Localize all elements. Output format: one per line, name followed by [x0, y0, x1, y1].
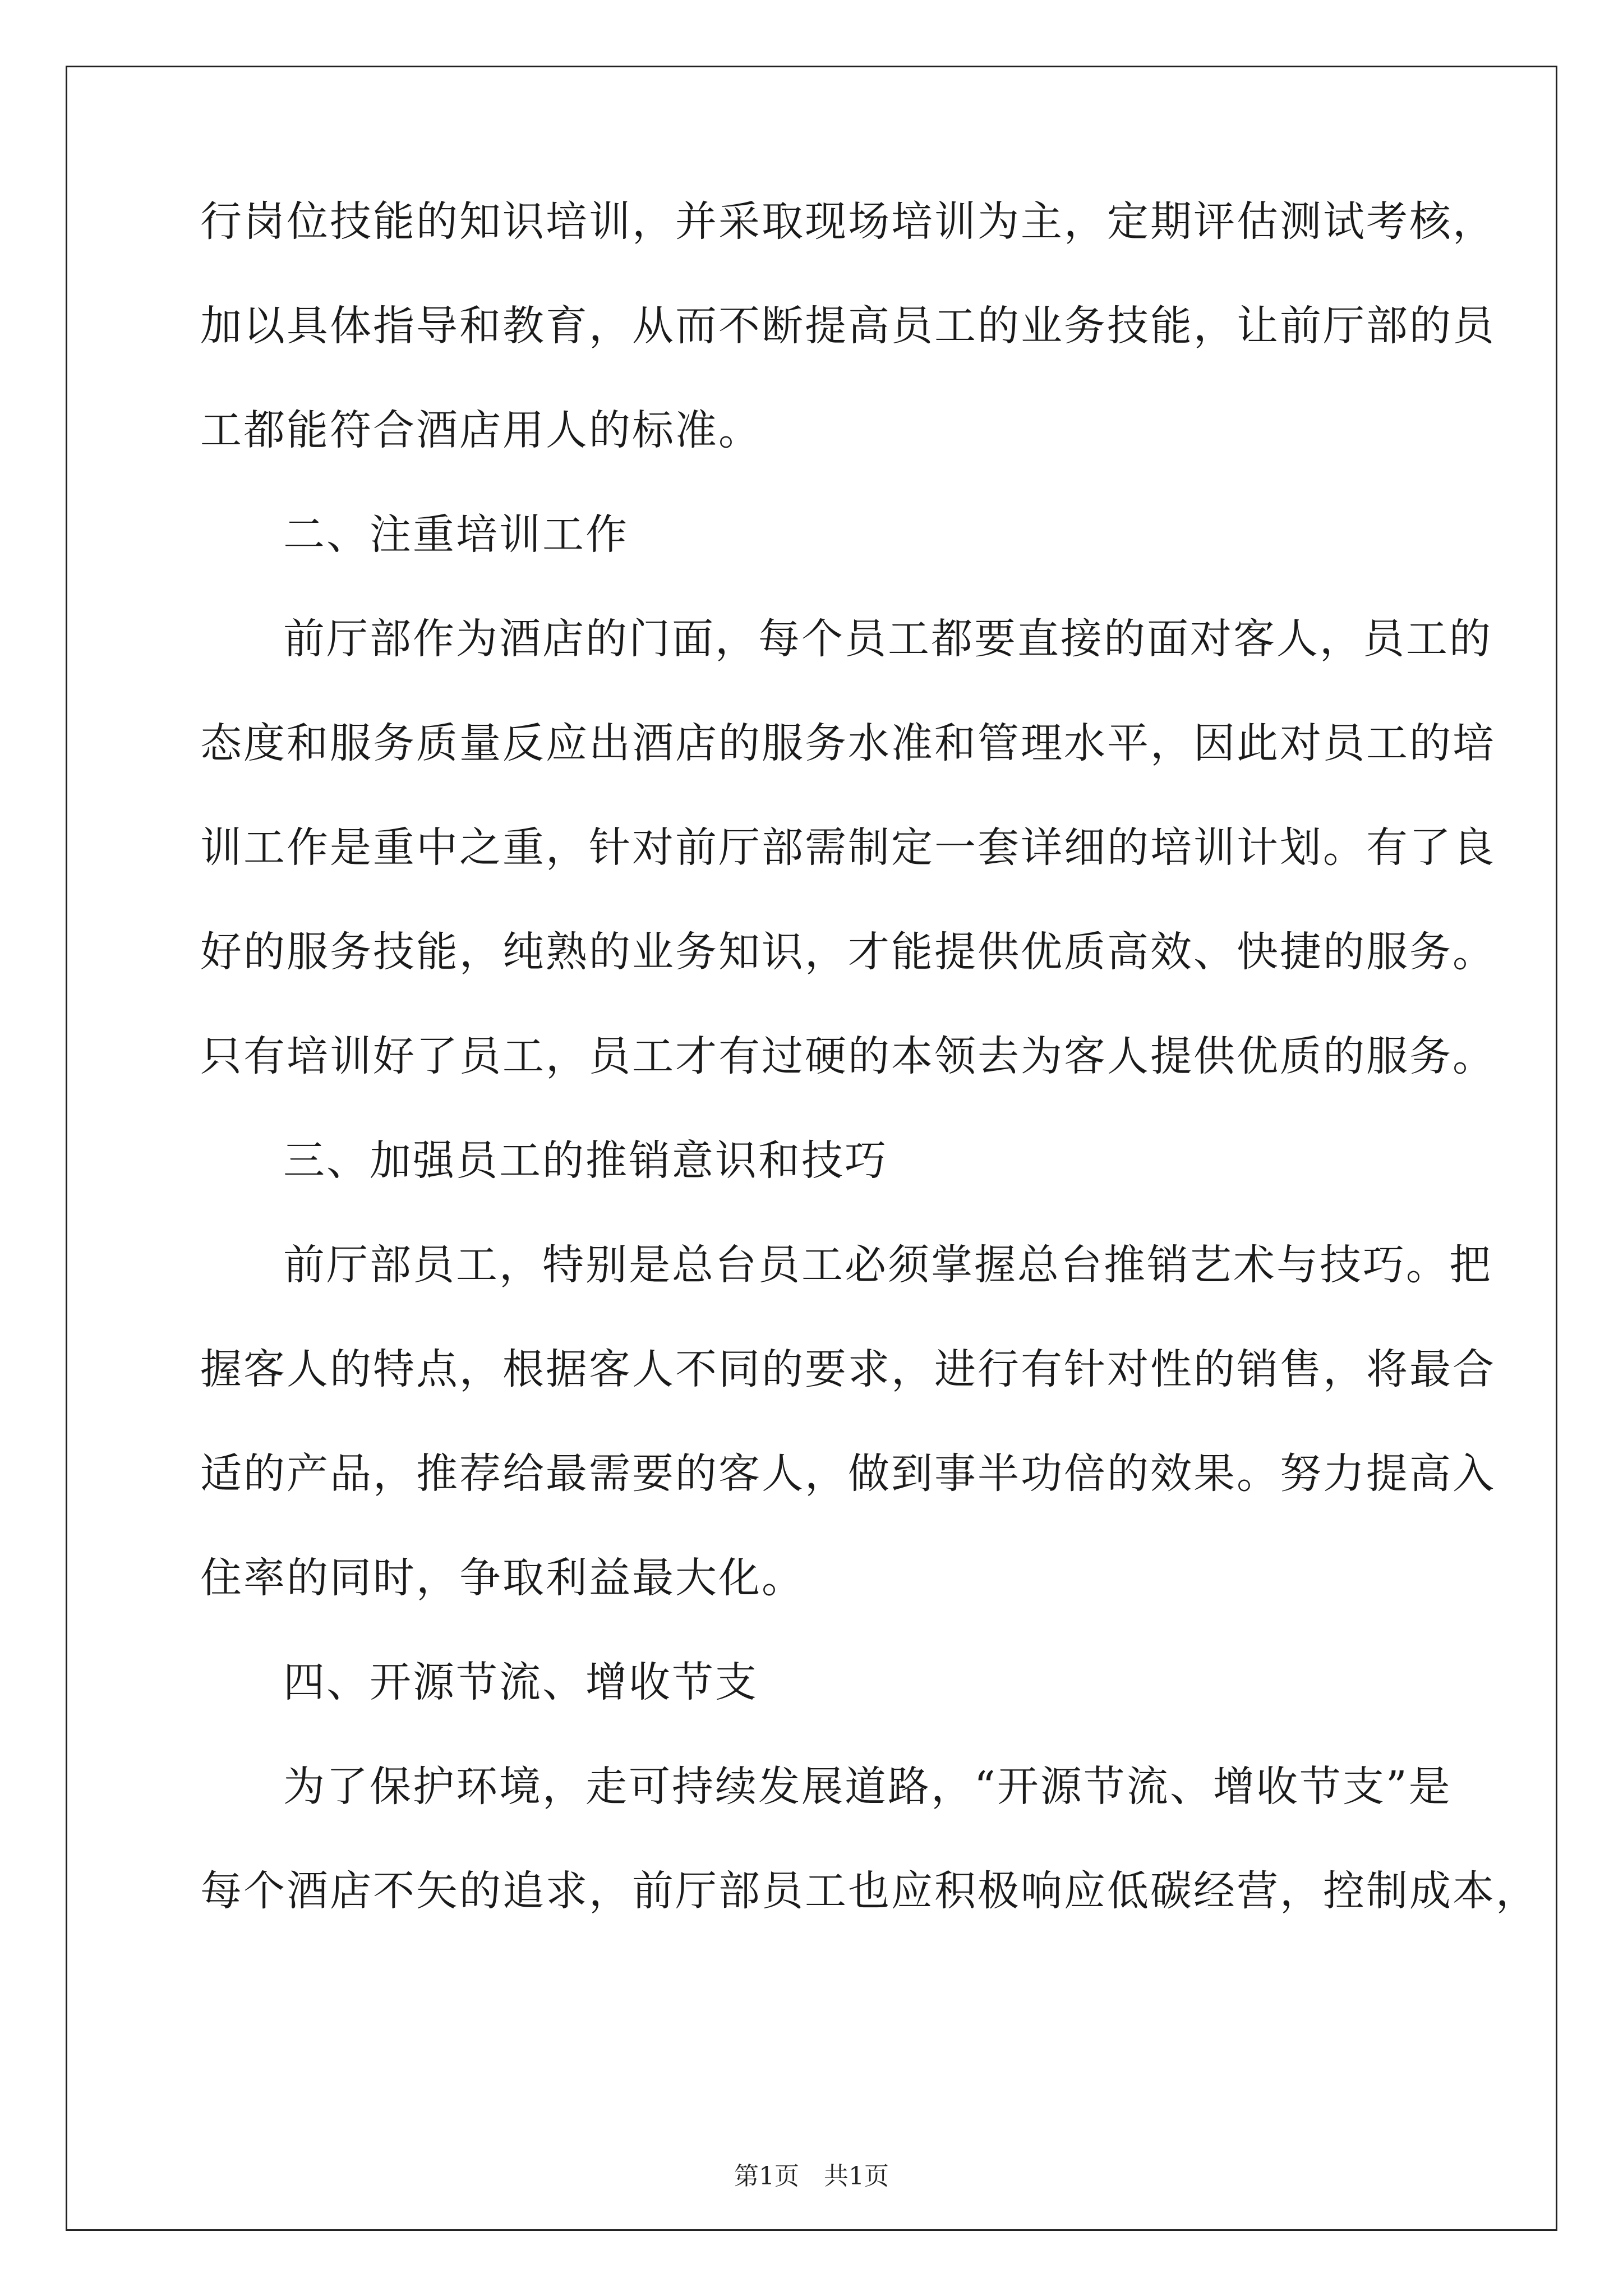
body-line: 住率的同时，争取利益最大化。: [200, 1554, 805, 1602]
body-line: 加以具体指导和教育，从而不断提高员工的业务技能，让前厅部的员: [200, 302, 1496, 350]
section-heading: 四、开源节流、增收节支: [283, 1658, 758, 1706]
body-line: 前厅部作为酒店的门面，每个员工都要直接的面对客人，员工的: [283, 615, 1492, 663]
body-line: 工都能符合酒店用人的标准。: [200, 406, 762, 454]
page-number: 第1页 共1页: [734, 2162, 889, 2191]
body-line: 只有培训好了员工，员工才有过硬的本领去为客人提供优质的服务。: [200, 1032, 1496, 1080]
body-line: 握客人的特点，根据客人不同的要求，进行有针对性的销售，将最合: [200, 1345, 1496, 1393]
body-line: 前厅部员工，特别是总台员工必须掌握总台推销艺术与技巧。把: [283, 1241, 1492, 1289]
body-line: 行岗位技能的知识培训，并采取现场培训为主，定期评估测试考核，: [200, 197, 1496, 246]
body-line: 好的服务技能，纯熟的业务知识，才能提供优质高效、快捷的服务。: [200, 928, 1496, 976]
section-heading: 三、加强员工的推销意识和技巧: [283, 1137, 888, 1185]
body-line: 态度和服务质量反应出酒店的服务水准和管理水平，因此对员工的培: [200, 719, 1496, 767]
section-heading: 二、注重培训工作: [283, 510, 629, 559]
body-line: 训工作是重中之重，针对前厅部需制定一套详细的培训计划。有了良: [200, 823, 1496, 872]
body-line: 适的产品，推荐给最需要的客人，做到事半功倍的效果。努力提高入: [200, 1450, 1496, 1498]
body-line: 为了保护环境，走可持续发展道路，“开源节流、增收节支”是: [283, 1763, 1452, 1811]
body-line: 每个酒店不矢的追求，前厅部员工也应积极响应低碳经营，控制成本，: [200, 1867, 1539, 1915]
